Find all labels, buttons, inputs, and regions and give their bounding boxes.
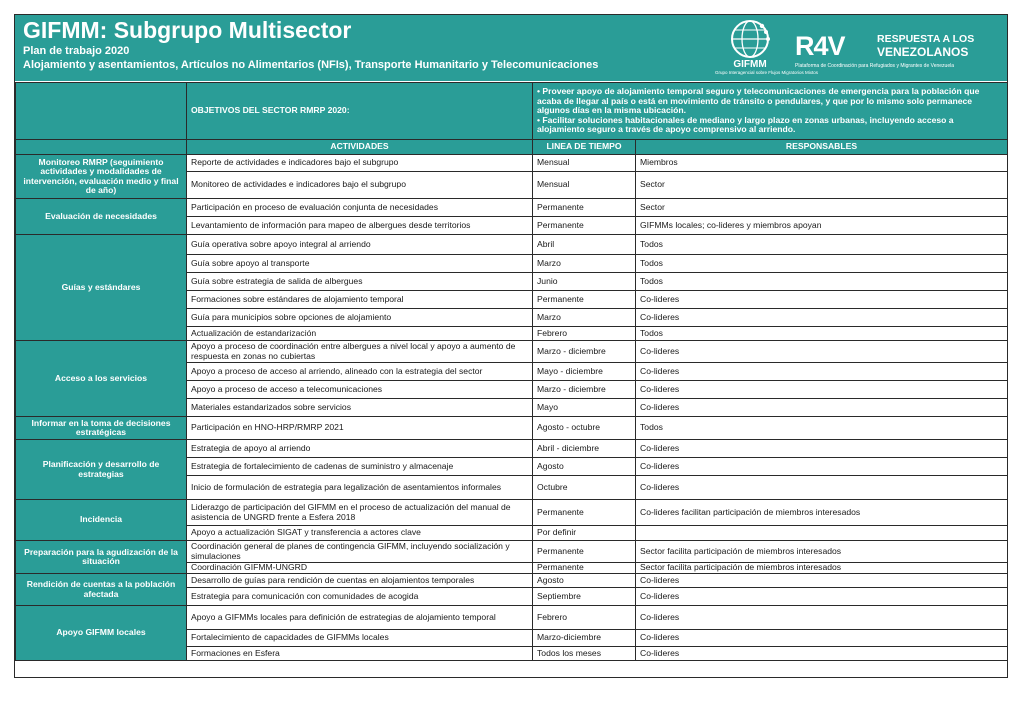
category-apoyo-gifmm: Apoyo GIFMM locales <box>16 606 187 661</box>
objectives-label: OBJETIVOS DEL SECTOR RMRP 2020: <box>187 83 533 140</box>
objectives-spacer <box>16 83 187 140</box>
responsible-cell: Miembros <box>636 155 1008 172</box>
activity-cell: Guía operativa sobre apoyo integral al arriendo <box>187 235 533 255</box>
table-row <box>16 155 1008 172</box>
activity-cell: Apoyo a proceso de acceso al arriendo, alineado con la estrategia del sector <box>187 363 533 381</box>
responsible-cell: Todos <box>636 235 1008 255</box>
activity-cell: Liderazgo de participación del GIFMM en el proceso de actualización del manual de asistencia de UNGRD frente a Esfera 2018 <box>187 500 533 526</box>
timeline-cell: Febrero <box>533 606 636 630</box>
category-planificacion: Planificación y desarrollo de estrategias <box>16 440 187 500</box>
responsible-cell: Todos <box>636 273 1008 291</box>
activity-cell: Apoyo a proceso de acceso a telecomunicaciones <box>187 381 533 399</box>
header-banner <box>15 15 1007 81</box>
objective-item: • Proveer apoyo de alojamiento temporal seguro y telecomunicaciones de emergencia para la población que acaba de llegar al país o está en movimiento de tránsito o pendulares, y que por lo mismo solo permanece algunos días en la misma ubicación. <box>537 86 980 116</box>
activity-cell: Fortalecimiento de capacidades de GIFMMs locales <box>187 630 533 647</box>
gifmm-logo-caption: Grupo Interagencial sobre Flujos Migratorios Mixtos <box>715 70 819 75</box>
responsible-cell: Sector <box>636 199 1008 217</box>
table-row <box>16 417 1008 440</box>
timeline-cell: Marzo <box>533 255 636 273</box>
objectives-text <box>533 83 1008 140</box>
workplan-table <box>15 82 1008 661</box>
responsible-cell: Co-lideres <box>636 341 1008 363</box>
activity-cell: Guía sobre apoyo al transporte <box>187 255 533 273</box>
objectives-row <box>16 83 1008 140</box>
category-preparacion: Preparación para la agudización de la situación <box>16 541 187 574</box>
activity-cell: Actualización de estandarización <box>187 327 533 341</box>
table-row <box>16 341 1008 363</box>
activity-cell: Participación en HNO-HRP/RMRP 2021 <box>187 417 533 440</box>
activity-cell: Estrategia de fortalecimiento de cadenas de suministro y almacenaje <box>187 458 533 476</box>
timeline-cell: Mayo - diciembre <box>533 363 636 381</box>
activity-cell: Estrategia de apoyo al arriendo <box>187 440 533 458</box>
table-row <box>16 500 1008 526</box>
timeline-cell: Agosto <box>533 458 636 476</box>
category-monitoreo: Monitoreo RMRP (seguimiento actividades y modalidades de intervención, evaluación medio y final de año) <box>16 155 187 199</box>
responsible-cell: Sector <box>636 172 1008 199</box>
category-incidencia: Incidencia <box>16 500 187 541</box>
activity-cell: Coordinación general de planes de contingencia GIFMM, incluyendo socialización y simulaciones <box>187 541 533 563</box>
timeline-cell: Permanente <box>533 541 636 563</box>
column-header-responsible: RESPONSABLES <box>636 140 1008 155</box>
timeline-cell: Junio <box>533 273 636 291</box>
responsible-cell: Co-lideres <box>636 476 1008 500</box>
responsible-cell: Co-lideres <box>636 458 1008 476</box>
column-header-timeline: LINEA DE TIEMPO <box>533 140 636 155</box>
responsible-cell <box>636 526 1008 541</box>
activity-cell: Monitoreo de actividades e indicadores bajo el subgrupo <box>187 172 533 199</box>
table-row <box>16 235 1008 255</box>
timeline-cell: Marzo - diciembre <box>533 341 636 363</box>
timeline-cell: Septiembre <box>533 588 636 606</box>
activity-cell: Formaciones sobre estándares de alojamiento temporal <box>187 291 533 309</box>
activity-cell: Inicio de formulación de estrategia para legalización de asentamientos informales <box>187 476 533 500</box>
timeline-cell: Febrero <box>533 327 636 341</box>
sector-subtitle: Alojamiento y asentamientos, Artículos no Alimentarios (NFIs), Transporte Humanitario y Telecomunicaciones <box>23 59 599 71</box>
category-evaluacion: Evaluación de necesidades <box>16 199 187 235</box>
activity-cell: Participación en proceso de evaluación conjunta de necesidades <box>187 199 533 217</box>
responsible-cell: Sector facilita participación de miembros interesados <box>636 563 1008 574</box>
responsible-cell: Co-lideres facilitan participación de miembros interesados <box>636 500 1008 526</box>
r4v-logo-line1: RESPUESTA A LOS <box>877 33 975 45</box>
activity-cell: Apoyo a proceso de coordinación entre albergues a nivel local y apoyo a aumento de respuesta en zonas no cubiertas <box>187 341 533 363</box>
column-header-row <box>16 140 1008 155</box>
responsible-cell: Co-lideres <box>636 588 1008 606</box>
timeline-cell: Mensual <box>533 172 636 199</box>
table-row <box>16 541 1008 563</box>
r4v-logo-mark: R4V <box>795 31 845 61</box>
r4v-logo-tagline: Plataforma de Coordinación para Refugiados y Migrantes de Venezuela <box>795 63 954 69</box>
activity-cell: Guía sobre estrategia de salida de albergues <box>187 273 533 291</box>
activity-cell: Estrategia para comunicación con comunidades de acogida <box>187 588 533 606</box>
responsible-cell: Co-lideres <box>636 647 1008 661</box>
responsible-cell: Co-lideres <box>636 399 1008 417</box>
category-acceso: Acceso a los servicios <box>16 341 187 417</box>
responsible-cell: Co-lideres <box>636 606 1008 630</box>
timeline-cell: Agosto - octubre <box>533 417 636 440</box>
activity-cell: Guía para municipios sobre opciones de alojamiento <box>187 309 533 327</box>
table-row <box>16 606 1008 630</box>
gifmm-logo-text: GIFMM <box>733 59 767 70</box>
responsible-cell: Todos <box>636 327 1008 341</box>
activity-cell: Coordinación GIFMM-UNGRD <box>187 563 533 574</box>
responsible-cell: Co-lideres <box>636 309 1008 327</box>
activity-cell: Apoyo a actualización SIGAT y transferencia a actores clave <box>187 526 533 541</box>
responsible-cell: Co-lideres <box>636 630 1008 647</box>
activity-cell: Reporte de actividades e indicadores bajo el subgrupo <box>187 155 533 172</box>
activity-cell: Desarrollo de guías para rendición de cuentas en alojamientos temporales <box>187 574 533 588</box>
timeline-cell: Por definir <box>533 526 636 541</box>
plan-subtitle: Plan de trabajo 2020 <box>23 45 130 57</box>
page-title: GIFMM: Subgrupo Multisector <box>23 17 352 43</box>
timeline-cell: Marzo - diciembre <box>533 381 636 399</box>
activity-cell: Levantamiento de información para mapeo de albergues desde territorios <box>187 217 533 235</box>
timeline-cell: Marzo <box>533 309 636 327</box>
timeline-cell: Mensual <box>533 155 636 172</box>
timeline-cell: Permanente <box>533 563 636 574</box>
responsible-cell: Todos <box>636 255 1008 273</box>
table-row <box>16 199 1008 217</box>
timeline-cell: Agosto <box>533 574 636 588</box>
responsible-cell: Co-lideres <box>636 440 1008 458</box>
category-guias: Guías y estándares <box>16 235 187 341</box>
timeline-cell: Mayo <box>533 399 636 417</box>
responsible-cell: Co-lideres <box>636 381 1008 399</box>
header-spacer <box>16 140 187 155</box>
activity-cell: Apoyo a GIFMMs locales para definición de estrategias de alojamiento temporal <box>187 606 533 630</box>
gifmm-logo <box>715 18 819 78</box>
timeline-cell: Permanente <box>533 291 636 309</box>
activity-cell: Materiales estandarizados sobre servicios <box>187 399 533 417</box>
globe-icon <box>715 18 785 70</box>
table-row <box>16 440 1008 458</box>
document-page <box>14 14 1008 678</box>
category-informar: Informar en la toma de decisiones estratégicas <box>16 417 187 440</box>
r4v-logo-line2: VENEZOLANOS <box>877 45 969 59</box>
category-rendicion: Rendición de cuentas a la población afectada <box>16 574 187 606</box>
activity-cell: Formaciones en Esfera <box>187 647 533 661</box>
responsible-cell: Todos <box>636 417 1008 440</box>
responsible-cell: Co-lideres <box>636 363 1008 381</box>
timeline-cell: Permanente <box>533 199 636 217</box>
responsible-cell: Co-lideres <box>636 291 1008 309</box>
responsible-cell: Sector facilita participación de miembros interesados <box>636 541 1008 563</box>
timeline-cell: Abril - diciembre <box>533 440 636 458</box>
timeline-cell: Octubre <box>533 476 636 500</box>
timeline-cell: Abril <box>533 235 636 255</box>
responsible-cell: Co-lideres <box>636 574 1008 588</box>
responsible-cell: GIFMMs locales; co-lideres y miembros apoyan <box>636 217 1008 235</box>
timeline-cell: Permanente <box>533 217 636 235</box>
objective-item: • Facilitar soluciones habitacionales de mediano y largo plazo en zonas urbanas, incluyendo acceso a alojamiento seguro a través de apoyo comprensivo al arriendo. <box>537 114 954 135</box>
timeline-cell: Todos los meses <box>533 647 636 661</box>
column-header-activities: ACTIVIDADES <box>187 140 533 155</box>
timeline-cell: Marzo-diciembre <box>533 630 636 647</box>
r4v-logo <box>793 31 983 73</box>
table-row <box>16 574 1008 588</box>
timeline-cell: Permanente <box>533 500 636 526</box>
